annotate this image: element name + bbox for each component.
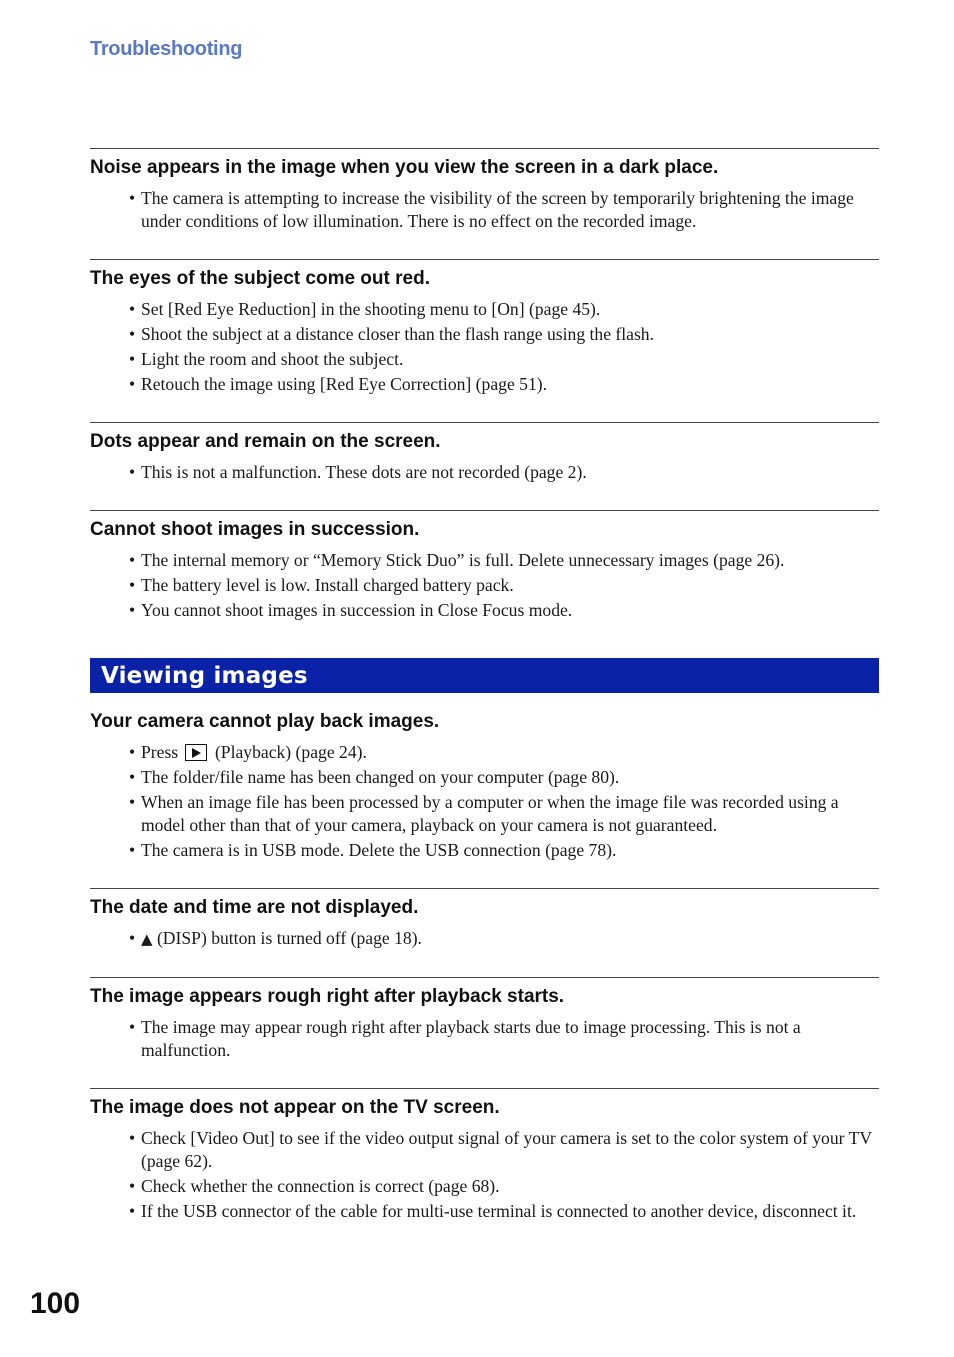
solution-list xyxy=(90,1127,879,1223)
solution-bullet: • Light the room and shoot the subject. xyxy=(90,348,879,371)
solution-list xyxy=(90,927,879,951)
problem-heading: Your camera cannot play back images. xyxy=(90,711,440,732)
troubleshooting-item xyxy=(90,259,879,422)
shooting-troubleshooting-group xyxy=(90,148,879,648)
problem-heading: Cannot shoot images in succession. xyxy=(90,519,420,540)
solution-list xyxy=(90,187,879,233)
solution-list xyxy=(90,741,879,862)
solution-bullet: • The camera is attempting to increase the visibility of the screen by temporarily brightening the image under conditions of low illumination. There is no effect on the recorded image. xyxy=(90,187,879,233)
troubleshooting-item xyxy=(90,148,879,259)
playback-button-icon xyxy=(185,744,207,761)
solution-bullet: • If the USB connector of the cable for multi-use terminal is connected to another device, disconnect it. xyxy=(90,1200,879,1223)
solution-bullet: • The battery level is low. Install charged battery pack. xyxy=(90,574,879,597)
solution-list xyxy=(90,461,879,484)
problem-heading: The image does not appear on the TV screen. xyxy=(90,1097,500,1118)
solution-bullet: • Check whether the connection is correct (page 68). xyxy=(90,1175,879,1198)
solution-list xyxy=(90,298,879,396)
bullet-text: Press xyxy=(141,742,183,762)
problem-heading: Dots appear and remain on the screen. xyxy=(90,431,441,452)
solution-bullet: • Shoot the subject at a distance closer than the flash range using the flash. xyxy=(90,323,879,346)
troubleshooting-item xyxy=(90,888,879,977)
troubleshooting-item xyxy=(90,977,879,1088)
running-header: Troubleshooting xyxy=(90,38,243,60)
problem-heading: The eyes of the subject come out red. xyxy=(90,268,430,289)
troubleshooting-item xyxy=(90,422,879,510)
solution-bullet: • The internal memory or “Memory Stick Duo” is full. Delete unnecessary images (page 26). xyxy=(90,549,879,572)
disp-triangle-icon: ▲ xyxy=(141,930,153,948)
problem-heading: Noise appears in the image when you view the screen in a dark place. xyxy=(90,157,719,178)
solution-bullet: • You cannot shoot images in succession in Close Focus mode. xyxy=(90,599,879,622)
troubleshooting-item xyxy=(90,1088,879,1249)
solution-bullet xyxy=(90,741,879,764)
page-number: 100 xyxy=(30,1287,81,1320)
solution-bullet: • The camera is in USB mode. Delete the USB connection (page 78). xyxy=(90,839,879,862)
solution-bullet: • The image may appear rough right after playback starts due to image processing. This is not a malfunction. xyxy=(90,1016,879,1062)
solution-bullet: • The folder/file name has been changed on your computer (page 80). xyxy=(90,766,879,789)
solution-bullet: • When an image file has been processed by a computer or when the image file was recorded using a model other than that of your camera, playback on your camera is not guaranteed. xyxy=(90,791,879,837)
solution-bullet: • Set [Red Eye Reduction] in the shooting menu to [On] (page 45). xyxy=(90,298,879,321)
section-banner xyxy=(90,658,879,693)
solution-bullet xyxy=(90,927,879,951)
troubleshooting-item xyxy=(90,709,879,888)
section-banner-title: Viewing images xyxy=(101,662,308,689)
solution-bullet: • This is not a malfunction. These dots are not recorded (page 2). xyxy=(90,461,879,484)
solution-list xyxy=(90,1016,879,1062)
page-content xyxy=(90,148,879,1249)
solution-bullet: • Check [Video Out] to see if the video output signal of your camera is set to the color system of your TV (page 62). xyxy=(90,1127,879,1173)
viewing-troubleshooting-group xyxy=(90,709,879,1249)
solution-bullet: • Retouch the image using [Red Eye Correction] (page 51). xyxy=(90,373,879,396)
problem-heading: The image appears rough right after playback starts. xyxy=(90,986,565,1007)
solution-list xyxy=(90,549,879,622)
troubleshooting-item xyxy=(90,510,879,648)
problem-heading: The date and time are not displayed. xyxy=(90,897,419,918)
bullet-text: (Playback) (page 24). xyxy=(210,742,367,762)
bullet-text: (DISP) button is turned off (page 18). xyxy=(152,928,422,948)
